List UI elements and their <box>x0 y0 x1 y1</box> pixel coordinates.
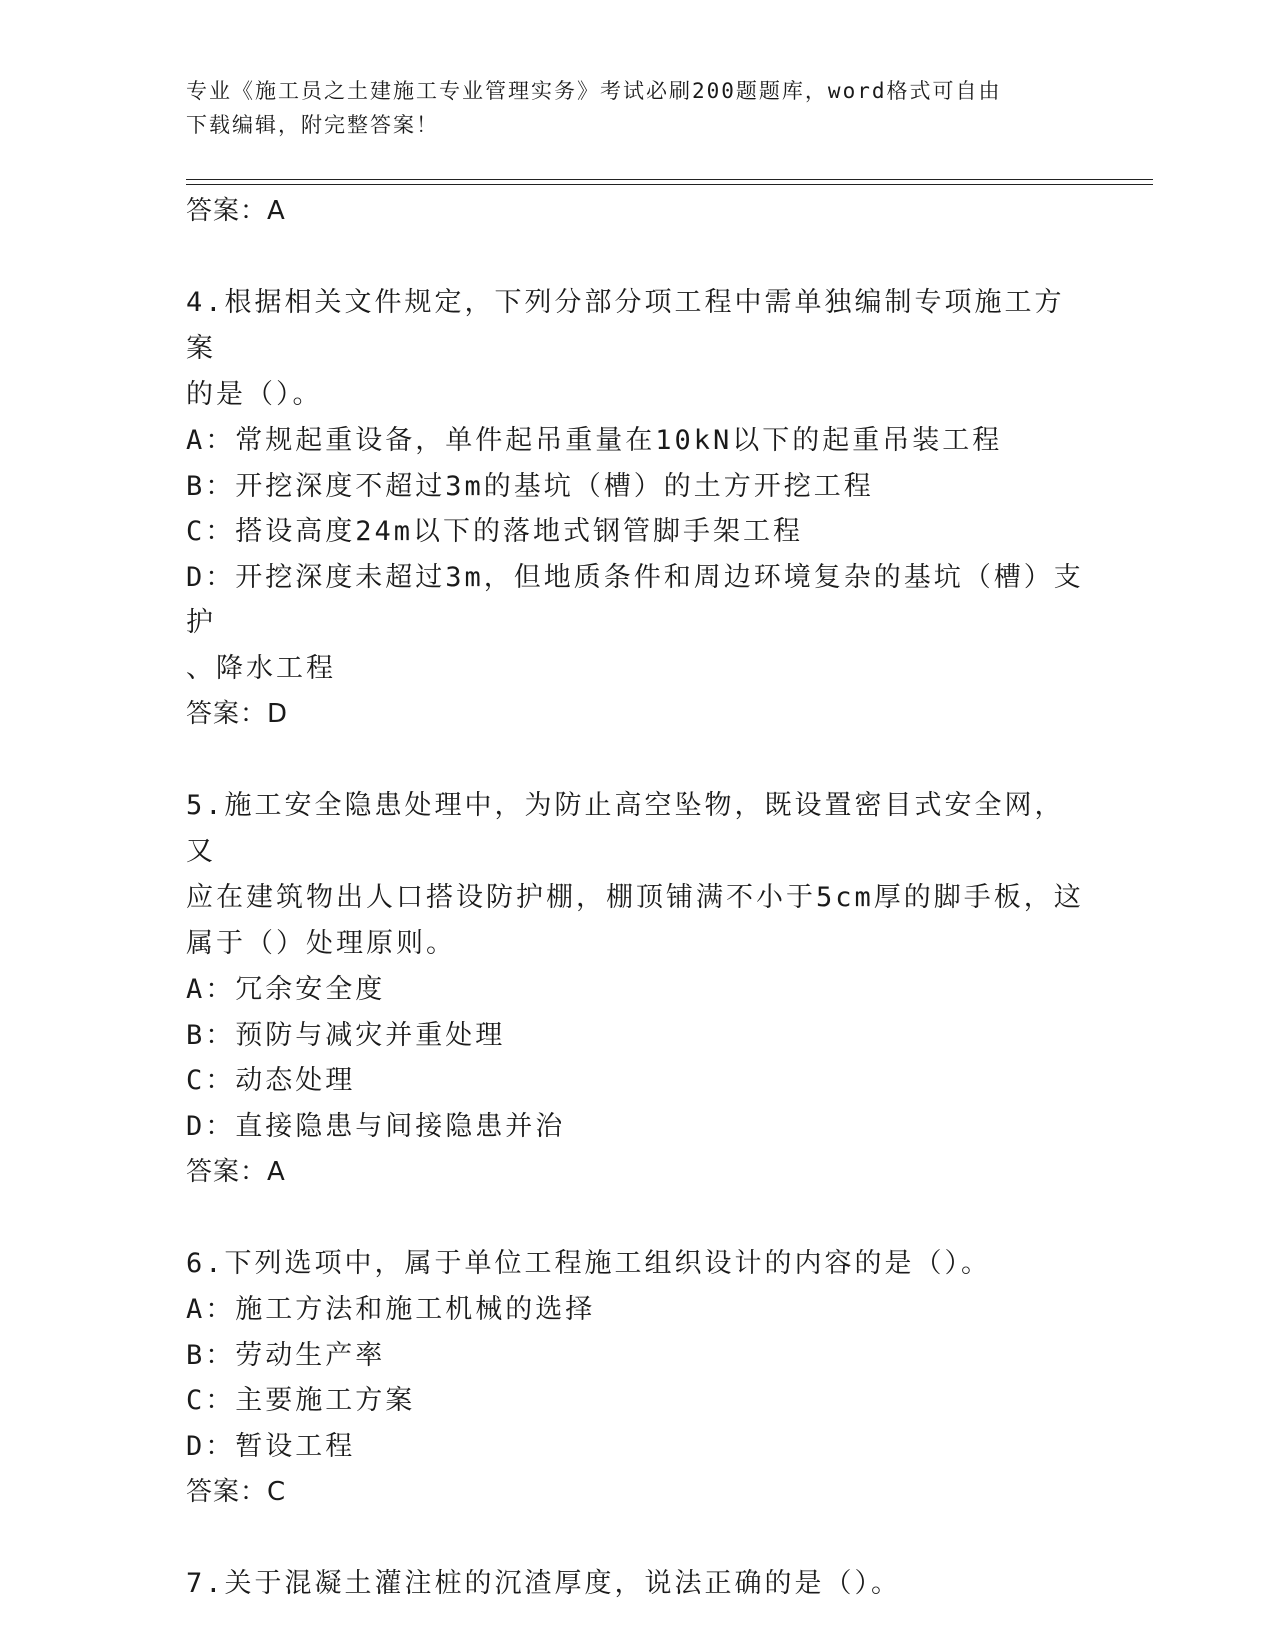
question-block <box>186 1561 1086 1607</box>
option-line: D：直接隐患与间接隐患并治 <box>186 1110 566 1142</box>
header-divider-bottom <box>186 184 1153 185</box>
option-line: C：搭设高度24m以下的落地式钢管脚手架工程 <box>186 516 804 547</box>
answer-line: 答案：A <box>186 196 286 226</box>
answer-line: 答案：A <box>186 1157 286 1187</box>
answer-line: 答案：D <box>186 699 289 729</box>
question-stem-line: 5.施工安全隐患处理中，为防止高空坠物，既设置密目式安全网，又 <box>186 790 1065 867</box>
header-line-1: 专业《施工员之土建施工专业管理实务》考试必刷200题题库，word格式可自由 <box>186 79 1002 103</box>
option-line: A：施工方法和施工机械的选择 <box>186 1294 596 1325</box>
option-line: A：冗余安全度 <box>186 974 386 1005</box>
document-header <box>186 74 1086 142</box>
question-block <box>186 783 1086 1195</box>
document-body <box>186 188 1086 1607</box>
answer-line: 答案：C <box>186 1477 287 1507</box>
option-line: B：劳动生产率 <box>186 1339 386 1371</box>
question-stem-line: 属于（）处理原则。 <box>186 928 456 959</box>
question-stem-line: 6.下列选项中，属于单位工程施工组织设计的内容的是（）。 <box>186 1248 992 1279</box>
option-line: 、降水工程 <box>186 652 336 684</box>
option-line: D：暂设工程 <box>186 1430 356 1462</box>
option-line: B：预防与减灾并重处理 <box>186 1019 506 1051</box>
option-line: C：主要施工方案 <box>186 1385 416 1416</box>
question-stem-line: 的是（）。 <box>186 379 323 410</box>
option-line: D：开挖深度未超过3m，但地质条件和周边环境复杂的基坑（槽）支护 <box>186 561 1084 638</box>
question-block <box>186 1241 1086 1515</box>
header-line-2: 下载编辑，附完整答案！ <box>186 113 439 137</box>
question-block <box>186 280 1086 737</box>
question-stem-line: 应在建筑物出人口搭设防护棚，棚顶铺满不小于5cm厚的脚手板，这 <box>186 882 1084 913</box>
question-stem-line: 7.关于混凝土灌注桩的沉渣厚度，说法正确的是（）。 <box>186 1568 902 1599</box>
question-list <box>186 280 1086 1607</box>
option-line: B：开挖深度不超过3m的基坑（槽）的土方开挖工程 <box>186 470 874 502</box>
question-stem-line: 4.根据相关文件规定，下列分部分项工程中需单独编制专项施工方案 <box>186 287 1065 364</box>
header-divider-top <box>186 179 1153 180</box>
option-line: C：动态处理 <box>186 1065 356 1096</box>
option-line: A：常规起重设备，单件起吊重量在10kN以下的起重吊装工程 <box>186 425 1003 456</box>
